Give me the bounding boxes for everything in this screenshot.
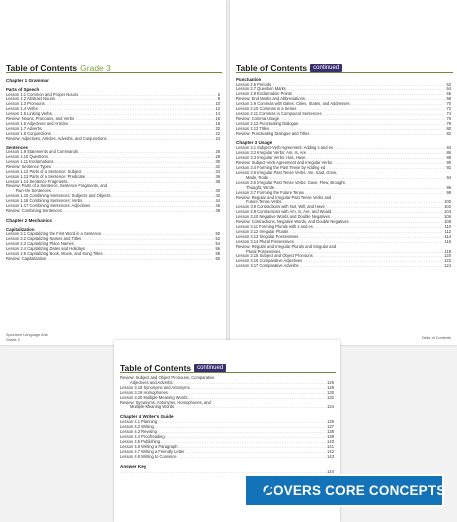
page-number: 22 — [215, 130, 220, 136]
entry-title: Lesson 3.6 Irregular Past Tense Verbs: Gave, Flew, Brought, — [236, 179, 346, 185]
entry-title: Review: End Marks and Abbreviations — [236, 96, 305, 102]
entry-title: Lesson 1.2 Abstract Nouns — [6, 96, 55, 102]
page-number: 130 — [327, 389, 334, 395]
entry-title: Lesson 4.6 Writing a Paragraph — [120, 443, 178, 449]
entry-title: Lesson 3.11 Forming Plurals with s and es — [236, 223, 313, 229]
page-number: 110 — [444, 223, 451, 229]
entry-title: Lesson 2.2 Capitalizing Names and Titles — [6, 236, 82, 242]
entry-title: Multiple-Meaning Words — [130, 404, 175, 410]
page-number: 46 — [215, 203, 220, 209]
page-number: 90 — [446, 160, 451, 166]
entry-title: Lesson 3.2 Irregular Verbs: Am, Is, Are — [236, 150, 307, 156]
page-number: 74 — [446, 110, 451, 116]
page-number: 132 — [327, 394, 334, 400]
page-number: 72 — [446, 106, 451, 112]
entry-title: Lesson 1.8 Conjunctions — [6, 130, 51, 136]
page-number: 80 — [446, 125, 451, 131]
page-number: 143 — [327, 453, 334, 459]
page-number: 100 — [444, 199, 451, 205]
dot-leader — [46, 257, 214, 262]
page-number: 52 — [215, 236, 220, 242]
page-number: 144 — [327, 468, 334, 474]
page-number: 102 — [444, 204, 451, 210]
entry-title: Lesson 4.3 Revising — [120, 429, 157, 435]
entry-title: Review: Contractions, Negative Words, and Double Negatives — [236, 219, 349, 225]
page-number: 138 — [327, 429, 334, 435]
page-number: 120 — [444, 253, 451, 259]
page-number: 122 — [444, 258, 451, 264]
page-number: 84 — [446, 145, 451, 151]
entry-title: Lesson 2.7 Question Marks — [236, 86, 286, 92]
page-number: 134 — [327, 404, 334, 410]
entry-title: Lesson 2.8 Exclamation Points — [236, 91, 292, 97]
dot-leader — [107, 137, 215, 142]
entry-title: Lesson 1.13 Parts of a Sentence: Predicate — [6, 173, 85, 179]
toc-entry — [236, 264, 451, 269]
grade-label: Grade 3 — [80, 63, 111, 73]
entry-title: Lesson 3.7 Forming the Future Tense — [236, 189, 304, 195]
page-number: 88 — [446, 155, 451, 161]
page-number: 56 — [215, 246, 220, 252]
footer-line: Grade 3 — [6, 337, 20, 342]
entry-title: Lesson 3.20 Multiple-Meaning Words — [120, 394, 188, 400]
entry-title: Lesson 1.11 Exclamations — [6, 158, 54, 164]
page-number: 118 — [444, 248, 451, 254]
page-number: 66 — [446, 91, 451, 97]
entry-title: Lesson 1.12 Parts of a Sentence: Subject — [6, 168, 82, 174]
entry-title: Review: Synonyms, Antonyms, Homophones, and — [120, 399, 211, 405]
page-number: 50 — [215, 231, 220, 237]
entry-title: Lesson 1.4 Verbs — [6, 106, 38, 112]
chapter-heading: Chapter 3 Usage — [236, 140, 273, 146]
entry-title: Adjectives and Adverbs — [130, 379, 173, 385]
page-number: 64 — [446, 86, 451, 92]
entry-title: Review: Subject-Verb Agreement and Irregular Verbs — [236, 160, 333, 166]
page-number: 62 — [446, 81, 451, 87]
page-number: 18 — [215, 120, 220, 126]
group-heading: Sentences — [6, 144, 28, 150]
entry-title: Plural Possessives — [246, 248, 281, 254]
entry-title: Lesson 3.14 Plural Possessives — [236, 238, 294, 244]
entry-title: Lesson 4.1 Planning — [120, 419, 158, 425]
entry-title: Lesson 1.9 Statements and Commands — [6, 149, 78, 155]
page-number: 10 — [215, 101, 220, 107]
toc-title: Table of Contents — [120, 363, 192, 373]
page-number: 96 — [446, 184, 451, 190]
entry-title: Lesson 2.12 Punctuating Dialogue — [236, 120, 299, 126]
page-number: 98 — [446, 189, 451, 195]
entry-title: Review: Parts of a Sentence, Sentence Fragments, and — [6, 183, 108, 189]
entry-title: Lesson 1.14 Sentence Fragments — [6, 178, 68, 184]
entry-title: Review: Sentence Types — [6, 163, 51, 169]
entry-title: Lesson 3.17 Comparative Adverbs — [236, 263, 299, 269]
toc-entry — [236, 132, 451, 137]
entry-title: Lesson 2.5 Capitalizing Book, Movie, and Song Titles — [6, 250, 103, 256]
page-number: 86 — [446, 150, 451, 156]
entry-title: Lesson 2.11 Commas in Compound Sentences — [236, 110, 322, 116]
chapter-heading: Chapter 4 Writer's Guide — [120, 414, 174, 420]
entry-title: Lesson 3.4 Forming the Past Tense by Adding ed — [236, 165, 326, 171]
entry-title: Lesson 1.6 Adjectives and Articles — [6, 120, 68, 126]
page-number: 78 — [446, 120, 451, 126]
dot-leader — [299, 264, 444, 269]
chapter-heading: Answer Key — [120, 463, 147, 469]
entry-title: Review: Regular and Irregular Past Tense Verbs and — [236, 194, 332, 200]
page-number: 136 — [327, 419, 334, 425]
entry-title: Review: Nouns, Pronouns, and Verbs — [6, 116, 75, 122]
page-number: 12 — [215, 106, 220, 112]
entry-title: Lesson 4.7 Writing a Friendly Letter — [120, 448, 185, 454]
covers-core-concepts-banner — [244, 474, 444, 507]
entry-title: Lesson 3.16 Comparative Adjectives — [236, 258, 303, 264]
entry-title: Lesson 3.3 Irregular Verbs: Has, Have — [236, 155, 306, 161]
entry-title: Review: Subject and Object Pronouns, Comparative — [120, 375, 215, 380]
page-number: 44 — [215, 198, 220, 204]
toc-header — [236, 58, 453, 73]
page-number: 94 — [446, 174, 451, 180]
entry-title: Review: Punctuating Dialogue and Titles — [236, 130, 310, 136]
page-number: 92 — [446, 165, 451, 171]
page-number: 34 — [215, 168, 220, 174]
page-footer — [6, 333, 48, 342]
page-number: 20 — [215, 125, 220, 131]
entry-title: Lesson 1.5 Linking Verbs — [6, 111, 52, 117]
page-number: 126 — [327, 379, 334, 385]
page-number: 114 — [444, 233, 451, 239]
group-heading: Punctuation — [236, 77, 262, 82]
toc-header — [6, 58, 222, 73]
entry-title: Lesson 1.17 Combining Sentences: Adjectives — [6, 203, 91, 209]
entry-title: Lesson 2.13 Titles — [236, 125, 269, 131]
page-number: 141 — [327, 443, 334, 449]
page-number: 26 — [215, 149, 220, 155]
page-number: 128 — [327, 384, 334, 390]
banner-text: COVERS CORE CONCEPTS — [263, 483, 446, 498]
entry-title: Lesson 1.10 Questions — [6, 153, 48, 159]
page-number: 38 — [215, 178, 220, 184]
entry-title: Review: Regular and Irregular Plurals and Singular and — [236, 243, 337, 249]
page-footer: Table of Contents — [421, 336, 451, 340]
toc-entry — [6, 209, 220, 214]
toc-title: Table of Contents — [236, 63, 308, 73]
page-number: 106 — [444, 214, 451, 220]
continued-badge: continued — [310, 64, 342, 72]
entry-title: Lesson 3.10 Negative Words and Double Negatives — [236, 214, 330, 220]
footer-line: Spectrum Language Arts — [6, 333, 48, 337]
toc-list — [236, 74, 451, 269]
dot-leader — [177, 455, 327, 460]
page-number: 24 — [215, 135, 220, 141]
toc-entry — [6, 137, 220, 142]
toc-header — [120, 358, 336, 373]
page-number: 30 — [215, 158, 220, 164]
page-number: 116 — [444, 238, 451, 244]
entry-title: Lesson 2.9 Commas with Dates, Cities, States, and Addresses — [236, 101, 350, 107]
entry-title: Lesson 3.18 Synonyms and Antonyms — [120, 384, 190, 390]
entry-title: Review: Combining Sentences — [6, 207, 62, 213]
page-number: 32 — [215, 163, 220, 169]
entry-title: Lesson 3.13 Singular Possessives — [236, 233, 299, 239]
toc-list — [6, 74, 220, 262]
entry-title: Review: Adjectives, Articles, Adverbs, and Conjunctions — [6, 135, 107, 141]
toc-entry — [120, 405, 334, 410]
toc-title: Table of Contents — [6, 63, 78, 73]
page-number: 139 — [327, 434, 334, 440]
entry-title: Lesson 3.8 Contractions with Not, Will, and Have — [236, 204, 325, 210]
page-number: 58 — [215, 250, 220, 256]
entry-title: Review: Comma Usage — [236, 115, 279, 121]
page-number: 28 — [215, 153, 220, 159]
entry-title: Lesson 3.15 Subject and Object Pronouns — [236, 253, 313, 259]
page-number: 124 — [444, 263, 451, 269]
entry-title: Lesson 1.15 Combining Sentences: Subjects and Objects — [6, 193, 111, 199]
entry-title: Lesson 4.5 Publishing — [120, 438, 161, 444]
entry-title: Lesson 2.6 Periods — [236, 81, 272, 87]
entry-title: Lesson 2.1 Capitalizing the First Word in a Sentence — [6, 231, 102, 237]
page-number: 76 — [446, 115, 451, 121]
page-number: 142 — [327, 448, 334, 454]
group-heading: Capitalization — [6, 226, 35, 232]
page-number: 60 — [215, 255, 220, 261]
entry-title: Thought, Wrote — [246, 184, 275, 190]
toc-page-left — [0, 0, 226, 345]
chapter-heading: Chapter 2 Mechanics — [6, 217, 52, 223]
page-number: 6 — [217, 91, 220, 97]
page-number: 137 — [327, 424, 334, 430]
group-heading: Parts of Speech — [6, 87, 40, 92]
page-number: 16 — [215, 116, 220, 122]
toc-entry — [120, 455, 334, 460]
entry-title: Lesson 2.3 Capitalizing Place Names — [6, 241, 74, 247]
entry-title: Lesson 3.19 Homophones — [120, 389, 168, 395]
toc-entry — [6, 257, 220, 262]
entry-title: Made, Rode — [246, 174, 269, 180]
entry-title: Lesson 4.2 Writing — [120, 424, 154, 430]
entry-title: Lesson 1.7 Adverbs — [6, 125, 42, 131]
page-number: 104 — [444, 209, 451, 215]
entry-title: Run-On Sentences — [16, 188, 51, 194]
entry-title: Lesson 4.4 Proofreading — [120, 434, 165, 440]
entry-title: Lesson 3.5 Irregular Past Tense Verbs: Ate, Said, Grew, — [236, 170, 337, 175]
entry-title: Lesson 3.9 Contractions with Am, Is, Are, and Would — [236, 209, 332, 215]
page-number: 82 — [446, 130, 451, 136]
page-number: 68 — [446, 96, 451, 102]
page-number: 14 — [215, 111, 220, 117]
page-number: 42 — [215, 193, 220, 199]
dot-leader — [309, 132, 445, 137]
page-number: 48 — [215, 207, 220, 213]
page-number: 112 — [444, 228, 451, 234]
page-number: 54 — [215, 241, 220, 247]
entry-title: Lesson 1.1 Common and Proper Nouns — [6, 91, 79, 97]
entry-title: Lesson 3.12 Irregular Plurals — [236, 228, 289, 234]
page-number: 140 — [327, 438, 334, 444]
page-number: 36 — [215, 173, 220, 179]
entry-title: Future Tense Verbs — [246, 199, 282, 205]
chapter-heading: Chapter 1 Grammar — [6, 78, 49, 83]
entry-title: Lesson 2.10 Commas in a Series — [236, 106, 297, 112]
entry-title: Lesson 2.4 Capitalizing Dates and Holidays — [6, 246, 85, 252]
page-number: 70 — [446, 101, 451, 107]
entry-title: Review: Capitalization — [6, 255, 47, 261]
toc-page-right — [230, 0, 457, 345]
dot-leader — [62, 209, 215, 214]
toc-list — [120, 376, 334, 475]
entry-title: Lesson 1.3 Pronouns — [6, 101, 45, 107]
continued-badge: continued — [194, 364, 226, 372]
page-number: 8 — [217, 96, 220, 102]
dot-leader — [174, 405, 326, 410]
entry-title: Lesson 1.16 Combining Sentences: Verbs — [6, 198, 83, 204]
entry-title: Lesson 4.8 Writing to Convince — [120, 453, 177, 459]
page-number: 108 — [444, 219, 451, 225]
page-number: 40 — [215, 188, 220, 194]
entry-title: Lesson 3.1 Subject-Verb Agreement: Adding s and es — [236, 145, 333, 151]
